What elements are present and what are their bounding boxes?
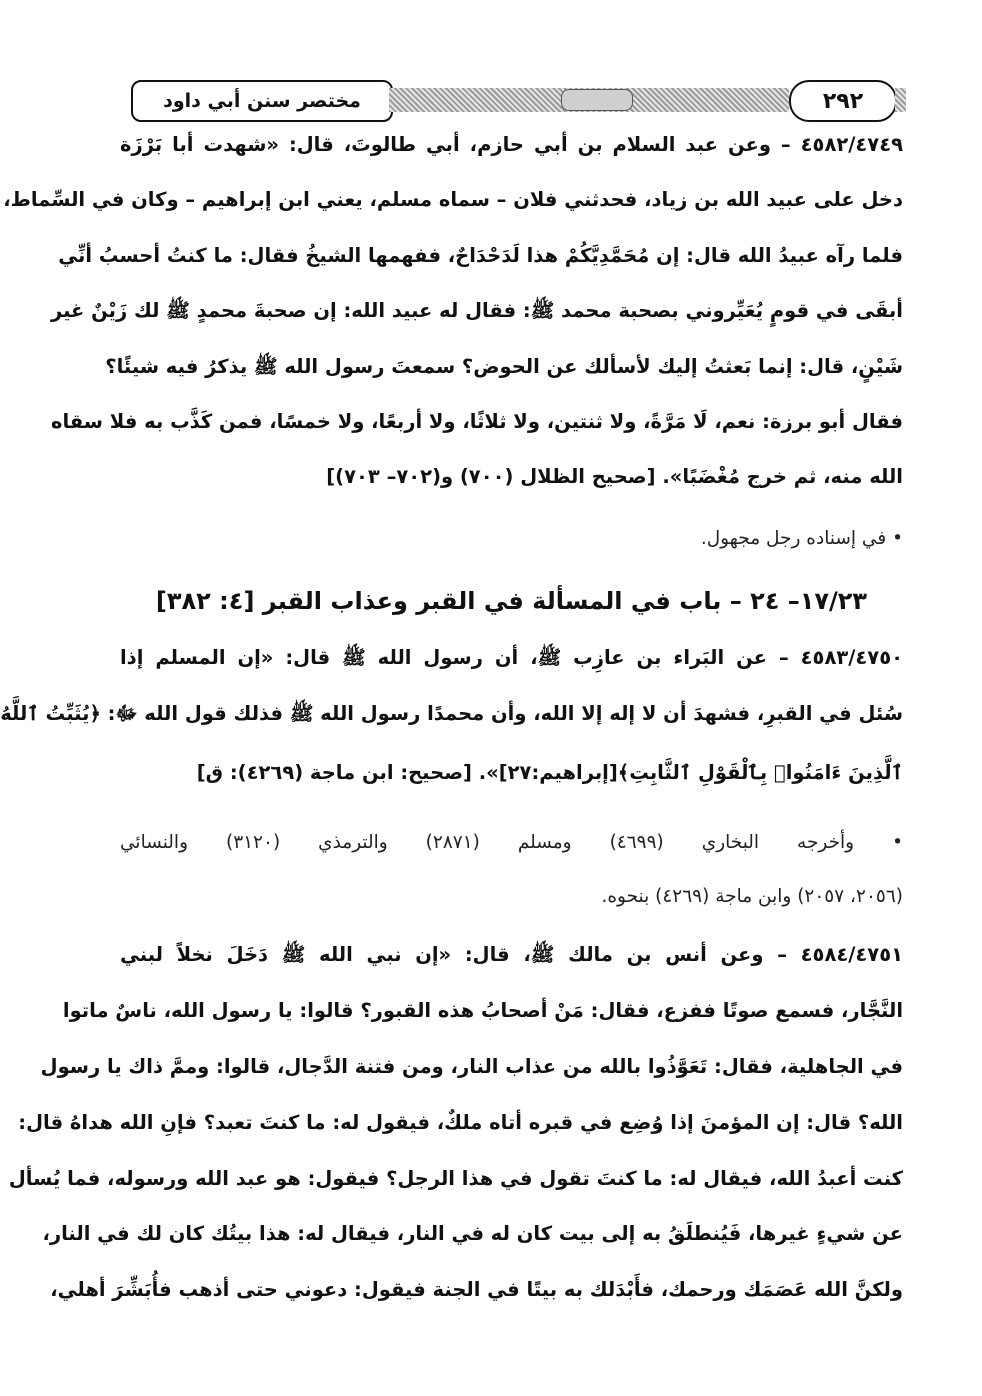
hadith-4751-line-2: النَّجَّار، فسمع صوتًا ففزع، فقال: مَنْ أصحابُ هذه القبور؟ قالوا: يا رسول الله، ناسٌ ماتوا xyxy=(62,999,903,1022)
hadith-4749-line-1: ٤٥٨٢/٤٧٤٩ – وعن عبد السلام بن أبي حازم، أبي طالوتَ، قال: «شهدت أبا بَرْزَة xyxy=(120,133,903,156)
hadith-4751-line-4: الله؟ قال: إن المؤمنَ إذا وُضِع في قبره أتاه ملكٌ، فيقول له: ما كنتَ تعبد؟ فإنِ الله هداهُ قال: xyxy=(18,1111,903,1134)
hadith-4749-line-2: دخل على عبيد الله بن زياد، فحدثني فلان – سماه مسلم، يعني ابن إبراهيم – وكان في السِّماط، xyxy=(3,188,903,211)
hadith-4751-line-1: ٤٥٨٤/٤٧٥١ – وعن أنس بن مالك ﷺ، قال: «إن نبي الله ﷺ دَخَلَ نخلاً لبني xyxy=(120,943,903,966)
hadith-4750-grading: ٱلَّذِينَ ءَامَنُوا۟ بِٱلْقَوْلِ ٱلثَّابِتِ﴾[إبراهيم:٢٧]». [صحيح: ابن ماجة (٤٢٦٩): ق] xyxy=(196,761,903,784)
hadith-4749-line-6: فقال أبو برزة: نعم، لَا مَرَّةً، ولا ثنتين، ولا ثلاثًا، ولا أربعًا، ولا خمسًا، فمن كَذَّب به فلا سقاه xyxy=(50,410,903,433)
page-number: ٢٩٢ xyxy=(789,80,897,122)
hadith-4749-grading: الله منه، ثم خرج مُغْضَبًا». [صحيح الظلال (٧٠٠) و(٧٠٢– ٧٠٣)] xyxy=(326,465,903,488)
page-header xyxy=(131,80,906,124)
hadith-4751-line-6: عن شيءٍ غيرها، فَيُنطلَقُ به إلى بيت كان له في النار، فيقال له: هذا بيتُك كان لك في النار، xyxy=(42,1222,903,1245)
header-ornament xyxy=(561,89,633,111)
hadith-4749-line-3: فلما رآه عبيدُ الله قال: إن مُحَمَّدِيَّكُمْ هذا لَدَحْدَاحٌ، ففهمها الشيخُ فقال: ما كنتُ أحسبُ أنِّي xyxy=(58,244,903,267)
hadith-4749-line-4: أبقَى في قومٍ يُعَيِّروني بصحبة محمد ﷺ: فقال له عبيد الله: إن صحبةَ محمدٍ ﷺ لك زَيْنٌ غير xyxy=(50,299,903,322)
hadith-4751-line-7: ولكنَّ الله عَصَمَك ورحمك، فأَبْدَلك به بيتًا في الجنة فيقول: دعوني حتى أذهب فأُبَشِّرَ أهلي، xyxy=(50,1278,903,1301)
note-4750-line-1: • وأخرجه البخاري (٤٦٩٩) ومسلم (٢٨٧١) والترمذي (٣١٢٠) والنسائي xyxy=(120,832,903,853)
note-4749: • في إسناده رجل مجهول. xyxy=(700,528,903,549)
running-title: مختصر سنن أبي داود xyxy=(131,80,393,122)
hadith-4750-line-2: سُئل في القبرِ، فشهدَ أن لا إله إلا الله، وأن محمدًا رسول الله ﷺ فذلك قول الله ﷻ: ﴿يُثَبِّتُ ٱللَّهُ xyxy=(0,702,903,725)
hadith-4751-line-3: في الجاهلية، فقال: تَعَوَّذُوا بالله من عذاب النار، ومن فتنة الدَّجال، قالوا: وممَّ ذاك يا رسول xyxy=(40,1055,903,1078)
note-4750-line-2: (٢٠٥٦، ٢٠٥٧) وابن ماجة (٤٢٦٩) بنحوه. xyxy=(601,886,903,907)
hadith-4750-line-1: ٤٥٨٣/٤٧٥٠ – عن البَراء بن عازِب ﷺ، أن رسول الله ﷺ قال: «إن المسلم إذا xyxy=(120,646,903,669)
header-ornament-tail xyxy=(895,88,906,112)
hadith-4751-line-5: كنت أعبدُ الله، فيقال له: ما كنتَ تقول في هذا الرجل؟ فيقول: هو عبد الله ورسوله، فما يُسأل xyxy=(8,1167,903,1190)
chapter-heading: ١٧/٢٣– ٢٤ – باب في المسألة في القبر وعذاب القبر [٤: ٣٨٢] xyxy=(155,587,868,615)
hadith-4749-line-5: شَيْنٍ، قال: إنما بَعثتُ إليك لأسألك عن الحوض؟ سمعتَ رسول الله ﷺ يذكرُ فيه شيئًا؟ xyxy=(105,355,903,378)
